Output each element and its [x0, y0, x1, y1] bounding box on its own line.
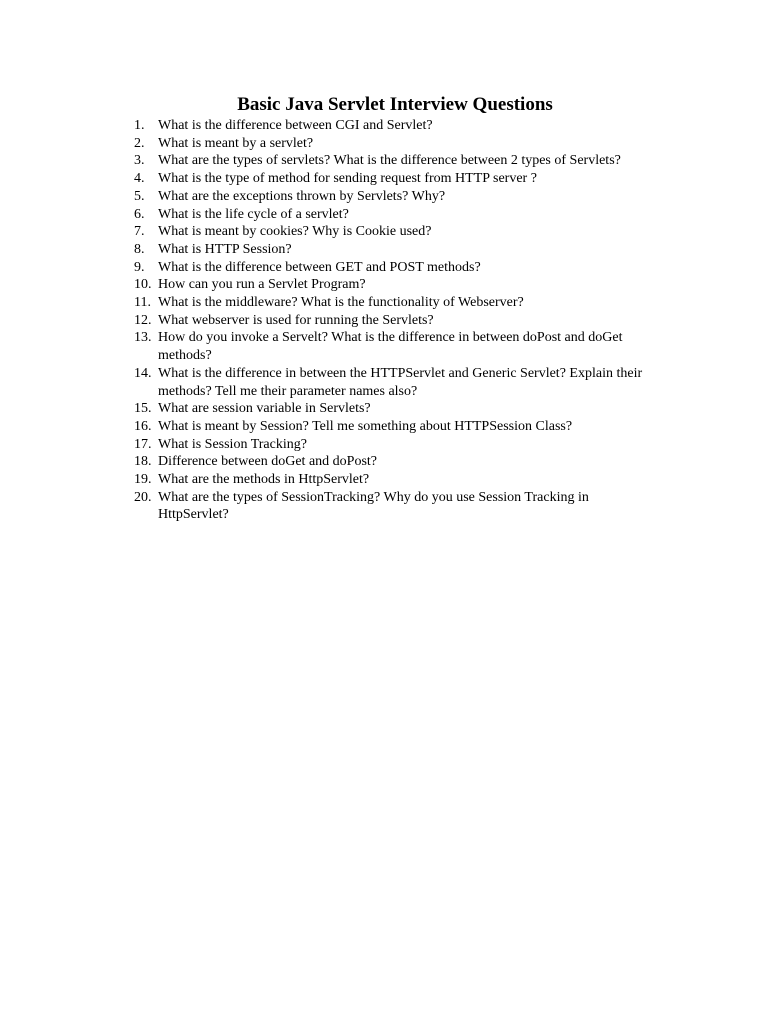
list-item [134, 135, 654, 153]
question-number: 1. [134, 118, 145, 133]
question-text: What is the type of method for sending request from HTTP server ? [158, 171, 537, 187]
list-item [134, 418, 654, 436]
question-number: 20. [134, 489, 152, 505]
question-text: What are the types of SessionTracking? Why do you use Session Tracking in HttpServlet? [158, 489, 589, 523]
question-number: 5. [134, 188, 145, 204]
question-number: 8. [134, 241, 145, 257]
list-item [134, 152, 654, 170]
question-text: What is the life cycle of a servlet? [158, 206, 349, 222]
list-item [134, 471, 654, 489]
question-text: What is the difference in between the HTTPServlet and Generic Servlet? Explain their methods? Tell me their parameter names also? [158, 365, 643, 399]
question-number: 3. [134, 153, 145, 169]
question-number: 7. [134, 224, 145, 240]
document-title: Basic Java Servlet Interview Questions [237, 94, 553, 115]
question-number: 14. [134, 365, 152, 381]
question-text: What are session variable in Servlets? [158, 401, 371, 417]
question-number: 15. [134, 401, 152, 417]
question-text: What is meant by Session? Tell me something about HTTPSession Class? [158, 418, 573, 434]
question-text: What is meant by a servlet? [158, 135, 314, 151]
list-item [134, 206, 654, 224]
question-text: What is the difference between GET and POST methods? [158, 259, 481, 275]
list-item [134, 117, 654, 135]
question-text: What are the exceptions thrown by Servlets? Why? [158, 188, 446, 204]
list-item [134, 329, 654, 364]
list-item [134, 453, 654, 471]
list-item [134, 188, 654, 206]
question-text: What webserver is used for running the Servlets? [158, 312, 434, 328]
question-text: How can you run a Servlet Program? [158, 277, 366, 293]
list-item [134, 400, 654, 418]
question-text: Difference between doGet and doPost? [158, 454, 377, 470]
question-text: What is the difference between CGI and Servlet? [158, 118, 433, 133]
question-number: 16. [134, 418, 152, 434]
question-text: How do you invoke a Servelt? What is the difference in between doPost and doGet methods? [158, 330, 623, 364]
question-number: 9. [134, 259, 145, 275]
question-number: 13. [134, 330, 152, 346]
list-item [134, 436, 654, 454]
question-number: 11. [134, 295, 151, 311]
question-number: 12. [134, 312, 152, 328]
question-text: What are the types of servlets? What is the difference between 2 types of Servlets? [158, 153, 621, 169]
list-item [134, 312, 654, 330]
question-number: 18. [134, 454, 152, 470]
list-item [134, 365, 654, 400]
question-text: What is the middleware? What is the functionality of Webserver? [158, 295, 524, 311]
question-number: 17. [134, 436, 152, 452]
question-text: What is Session Tracking? [158, 436, 307, 452]
question-list [134, 117, 654, 524]
list-item [134, 223, 654, 241]
list-item [134, 276, 654, 294]
list-item [134, 489, 654, 524]
list-item [134, 294, 654, 312]
question-number: 6. [134, 206, 145, 222]
question-number: 10. [134, 277, 152, 293]
question-text: What is HTTP Session? [158, 241, 292, 257]
question-number: 4. [134, 171, 145, 187]
question-text: What is meant by cookies? Why is Cookie used? [158, 224, 432, 240]
question-number: 2. [134, 135, 145, 151]
list-item [134, 241, 654, 259]
list-item [134, 259, 654, 277]
question-text: What are the methods in HttpServlet? [158, 472, 370, 488]
list-item [134, 170, 654, 188]
question-number: 19. [134, 472, 152, 488]
